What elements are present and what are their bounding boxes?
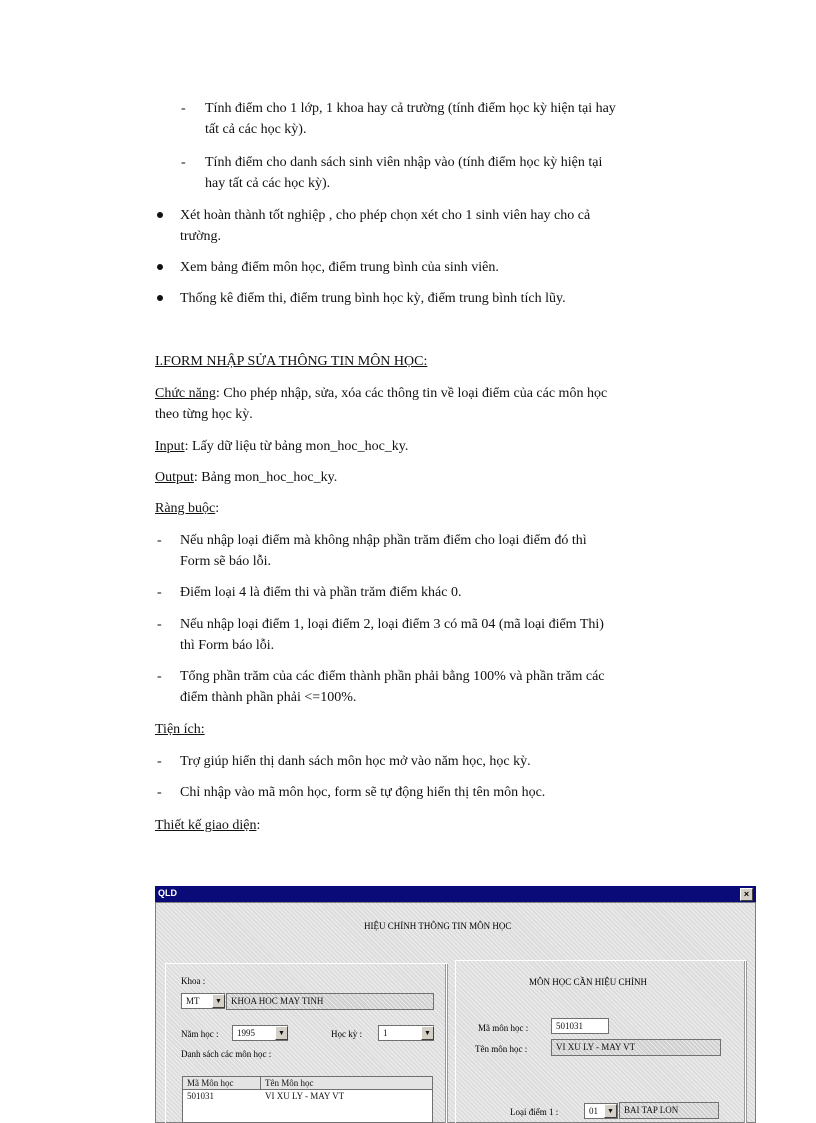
bullet-dot [157, 295, 163, 301]
constraint-3-line2: thì Form báo lỗi. [180, 638, 275, 653]
mamon-label: Mã môn học : [478, 1023, 529, 1033]
constraint-2-line1: Điểm loại 4 là điểm thi và phần trăm điểm khác 0. [180, 585, 462, 600]
list-dash: - [157, 533, 162, 548]
constraint-4-line2: điểm thành phần phải <=100%. [180, 690, 357, 705]
output-line [155, 467, 337, 488]
bullet-1-line2: trường. [180, 229, 222, 244]
constraint-1-line1: Nếu nhập loại điểm mà không nhập phần trăm điểm cho loại điểm đó thì [180, 533, 587, 548]
input-line [155, 436, 408, 457]
constraint-1-line2: Form sẽ báo lỗi. [180, 554, 271, 569]
dialog-titlebar [155, 886, 756, 902]
bullet-1-line1: Xét hoàn thành tốt nghiệp , cho phép chọn xét cho 1 sinh viên hay cho cả [180, 208, 591, 223]
right-panel-title: MÔN HỌC CẦN HIỆU CHỈNH [529, 977, 647, 987]
loaidiem-code: 01 [589, 1106, 598, 1116]
subject-grid[interactable] [182, 1076, 433, 1123]
khoa-code: MT [186, 996, 200, 1006]
utility-1: Trợ giúp hiển thị danh sách môn học mở vào năm học, học kỳ. [180, 754, 531, 769]
list-dash: - [157, 669, 162, 684]
function-text: : Cho phép nhập, sửa, xóa các thông tin về loại điểm của các môn học [215, 386, 608, 401]
tenmon-label: Tên môn học : [475, 1044, 528, 1054]
dialog-screenshot [155, 886, 756, 1123]
hocky-label: Học kỳ : [331, 1029, 362, 1039]
output-text: : Bảng mon_hoc_hoc_ky. [193, 470, 338, 485]
khoa-name-field: KHOA HOC MAY TINH [226, 993, 434, 1010]
hocky-value: 1 [383, 1028, 388, 1038]
constraints-heading [155, 498, 219, 519]
tenmon-field: VI XU LY - MAY VT [551, 1039, 721, 1056]
loaidiem-name-field: BAI TAP LON [619, 1102, 719, 1119]
constraint-3-line1: Nếu nhập loại điểm 1, loại điểm 2, loại điểm 3 có mã 04 (mã loại điểm Thi) [180, 617, 604, 632]
list-dash: - [157, 585, 162, 600]
intro-item-1-line2: tất cả các học kỳ). [205, 122, 307, 137]
utility-2: Chỉ nhập vào mã môn học, form sẽ tự động hiển thị tên môn học. [180, 785, 546, 800]
chevron-down-icon[interactable]: ▼ [604, 1104, 617, 1118]
intro-item-1-line1: Tính điểm cho 1 lớp, 1 khoa hay cả trường (tính điểm học kỳ hiện tại hay [205, 101, 616, 116]
close-icon[interactable]: × [740, 888, 753, 901]
namhoc-label: Năm học : [181, 1029, 219, 1039]
input-label: Input [155, 439, 185, 454]
intro-item-2-line2: hay tất cả các học kỳ). [205, 176, 331, 191]
bullet-3-line1: Thống kê điểm thi, điểm trung bình học kỳ, điểm trung bình tích lũy. [180, 291, 566, 306]
list-dash: - [157, 617, 162, 632]
namhoc-value: 1995 [237, 1028, 255, 1038]
grid-header[interactable]: Mã Môn học [183, 1077, 261, 1090]
grid-header[interactable]: Tên Môn học [261, 1077, 433, 1090]
list-dash: - [181, 155, 186, 170]
mamon-input[interactable]: 501031 [551, 1018, 609, 1034]
constraints-colon: : [215, 501, 220, 516]
bullet-dot [157, 264, 163, 270]
design-label: Thiết kế giao diện [155, 818, 257, 833]
chevron-down-icon[interactable]: ▼ [275, 1026, 288, 1040]
design-colon: : [256, 818, 261, 833]
grid-cell[interactable]: VI XU LY - MAY VT [265, 1091, 345, 1101]
list-dash: - [157, 754, 162, 769]
list-dash: - [157, 785, 162, 800]
grid-cell[interactable]: 501031 [187, 1091, 214, 1101]
function-line2: theo từng học kỳ. [155, 407, 253, 422]
loaidiem-label: Loại điểm 1 : [510, 1107, 559, 1117]
constraints-label: Ràng buộc [155, 501, 216, 516]
khoa-label: Khoa : [181, 976, 206, 986]
constraint-4-line1: Tổng phần trăm của các điểm thành phần phải bằng 100% và phần trăm các [180, 669, 605, 684]
bullet-dot [157, 212, 163, 218]
utility-heading: Tiện ích: [155, 722, 205, 737]
input-text: : Lấy dữ liệu từ bảng mon_hoc_hoc_ky. [184, 439, 409, 454]
function-label: Chức năng [155, 386, 216, 401]
dialog-title: QLD [158, 888, 177, 898]
section-heading: I.FORM NHẬP SỬA THÔNG TIN MÔN HỌC: [155, 354, 428, 369]
intro-item-2-line1: Tính điểm cho danh sách sinh viên nhập vào (tính điểm học kỳ hiện tại [205, 155, 603, 170]
chevron-down-icon[interactable]: ▼ [212, 994, 225, 1008]
list-label: Danh sách các môn học : [181, 1049, 272, 1059]
output-label: Output [155, 470, 194, 485]
list-dash: - [181, 101, 186, 116]
function-line1 [155, 383, 607, 404]
design-heading [155, 815, 260, 836]
dialog-header: HIỆU CHỈNH THÔNG TIN MÔN HỌC [364, 921, 512, 931]
chevron-down-icon[interactable]: ▼ [421, 1026, 434, 1040]
bullet-2-line1: Xem bảng điểm môn học, điểm trung bình của sinh viên. [180, 260, 499, 275]
